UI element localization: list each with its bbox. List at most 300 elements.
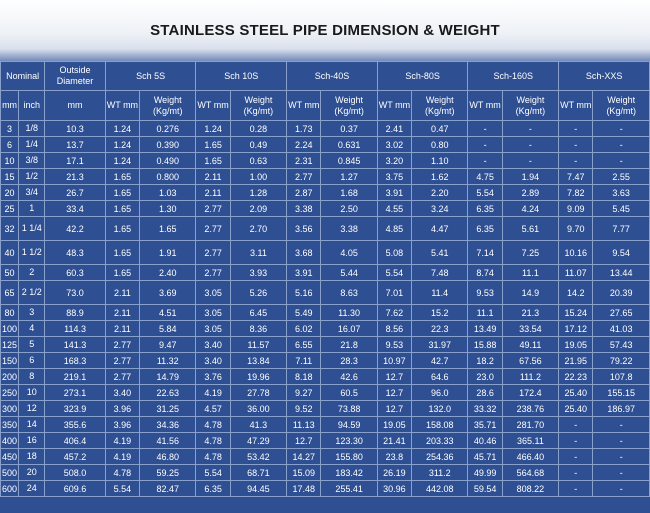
table-cell: 3.56: [287, 217, 321, 241]
table-cell: -: [559, 449, 593, 465]
table-cell: 65: [1, 281, 19, 305]
header-sch-40s: Sch-40S: [287, 62, 378, 91]
table-cell: 808.22: [502, 481, 558, 497]
table-cell: 311.2: [412, 465, 468, 481]
table-cell: 183.42: [321, 465, 377, 481]
table-cell: 26.7: [45, 185, 105, 201]
table-cell: 219.1: [45, 369, 105, 385]
header-sch-5s: Sch 5S: [105, 62, 196, 91]
table-cell: 2.89: [502, 185, 558, 201]
table-cell: 0.845: [321, 153, 377, 169]
table-cell: 11.4: [412, 281, 468, 305]
table-cell: 9.27: [287, 385, 321, 401]
table-cell: -: [502, 137, 558, 153]
table-cell: 200: [1, 369, 19, 385]
table-cell: 20.39: [593, 281, 650, 305]
table-cell: 5.08: [377, 241, 411, 265]
table-row: [1, 449, 650, 465]
table-cell: 33.32: [468, 401, 502, 417]
header-wt: WT mm: [468, 91, 502, 121]
table-cell: 1.65: [105, 185, 139, 201]
header-weight: Weight (Kg/mt): [593, 91, 650, 121]
table-cell: 14.79: [140, 369, 196, 385]
page-title: STAINLESS STEEL PIPE DIMENSION & WEIGHT: [150, 22, 500, 39]
table-cell: 0.63: [230, 153, 286, 169]
table-cell: 4.24: [502, 201, 558, 217]
table-cell: 450: [1, 449, 19, 465]
table-cell: 22.23: [559, 369, 593, 385]
table-cell: 4.19: [105, 433, 139, 449]
table-cell: 168.3: [45, 353, 105, 369]
table-cell: 1.62: [412, 169, 468, 185]
table-cell: 3.63: [593, 185, 650, 201]
table-cell: 3.05: [196, 281, 230, 305]
table-cell: 123.30: [321, 433, 377, 449]
table-cell: 6.35: [196, 481, 230, 497]
table-cell: 31.97: [412, 337, 468, 353]
table-cell: -: [593, 433, 650, 449]
table-cell: 5.16: [287, 281, 321, 305]
table-cell: 9.53: [377, 337, 411, 353]
table-cell: 16.07: [321, 321, 377, 337]
table-row: [1, 153, 650, 169]
table-cell: 3.40: [105, 385, 139, 401]
table-cell: 3.11: [230, 241, 286, 265]
table-cell: 609.6: [45, 481, 105, 497]
table-cell: 1.73: [287, 121, 321, 137]
table-cell-inch: 8: [19, 369, 45, 385]
table-cell: 11.07: [559, 265, 593, 281]
table-cell: 3.96: [105, 417, 139, 433]
header-sch-xxs: Sch-XXS: [559, 62, 650, 91]
header-weight: Weight (Kg/mt): [140, 91, 196, 121]
header-weight: Weight (Kg/mt): [230, 91, 286, 121]
table-cell: 82.47: [140, 481, 196, 497]
table-cell: 7.01: [377, 281, 411, 305]
table-row: [1, 137, 650, 153]
table-cell: 0.490: [140, 153, 196, 169]
table-cell: 1.65: [105, 201, 139, 217]
table-cell: 15.2: [412, 305, 468, 321]
table-cell: 5.49: [287, 305, 321, 321]
table-cell: -: [593, 137, 650, 153]
table-cell: 7.47: [559, 169, 593, 185]
table-cell: 7.48: [412, 265, 468, 281]
table-cell: 94.59: [321, 417, 377, 433]
table-cell-inch: 16: [19, 433, 45, 449]
table-cell: 21.3: [502, 305, 558, 321]
table-cell: 5.41: [412, 241, 468, 265]
table-cell-inch: 14: [19, 417, 45, 433]
table-cell: 4.47: [412, 217, 468, 241]
table-cell: 1.65: [140, 217, 196, 241]
table-cell: 14.9: [502, 281, 558, 305]
table-cell-inch: 3/4: [19, 185, 45, 201]
table-cell-inch: 1/8: [19, 121, 45, 137]
table-cell: 1.65: [196, 137, 230, 153]
table-cell: 442.08: [412, 481, 468, 497]
table-cell-inch: 10: [19, 385, 45, 401]
table-cell: -: [559, 417, 593, 433]
table-cell: 2.77: [196, 265, 230, 281]
table-cell: 21.8: [321, 337, 377, 353]
table-cell: 60.5: [321, 385, 377, 401]
table-cell: 9.70: [559, 217, 593, 241]
table-cell: 6.55: [287, 337, 321, 353]
table-cell: 11.32: [140, 353, 196, 369]
table-cell: 31.25: [140, 401, 196, 417]
table-cell: 22.3: [412, 321, 468, 337]
table-cell: 6: [1, 137, 19, 153]
table-cell: -: [559, 121, 593, 137]
table-cell: 1.24: [105, 137, 139, 153]
table-cell: 255.41: [321, 481, 377, 497]
table-cell: 36.00: [230, 401, 286, 417]
table-cell: 4.19: [105, 449, 139, 465]
table-cell: 6.35: [468, 217, 502, 241]
table-cell: 2.11: [105, 321, 139, 337]
header-row-groups: [1, 62, 650, 91]
table-cell: 155.15: [593, 385, 650, 401]
header-nominal-inch: inch: [19, 91, 45, 121]
table-cell: 40.46: [468, 433, 502, 449]
table-cell: 107.8: [593, 369, 650, 385]
table-row: [1, 481, 650, 497]
table-cell: 132.0: [412, 401, 468, 417]
table-cell: 203.33: [412, 433, 468, 449]
table-cell: 1.65: [105, 169, 139, 185]
table-cell: 4.05: [321, 241, 377, 265]
table-row: [1, 305, 650, 321]
table-cell: 2.77: [196, 201, 230, 217]
table-cell: 13.44: [593, 265, 650, 281]
table-cell-inch: 18: [19, 449, 45, 465]
table-cell: 1.27: [321, 169, 377, 185]
table-row: [1, 121, 650, 137]
table-cell: 600: [1, 481, 19, 497]
table-cell: 15.24: [559, 305, 593, 321]
table-cell: 1.65: [105, 241, 139, 265]
table-cell: -: [593, 417, 650, 433]
table-cell: 3.02: [377, 137, 411, 153]
table-cell: 67.56: [502, 353, 558, 369]
table-cell: 32: [1, 217, 19, 241]
table-cell: 59.25: [140, 465, 196, 481]
table-cell: 14.2: [559, 281, 593, 305]
table-cell: 1.65: [105, 217, 139, 241]
table-cell: 6.45: [230, 305, 286, 321]
table-row: [1, 465, 650, 481]
table-cell: 6.35: [468, 201, 502, 217]
table-cell: 41.56: [140, 433, 196, 449]
table-cell: 17.48: [287, 481, 321, 497]
table-cell: 30.96: [377, 481, 411, 497]
table-cell: 125: [1, 337, 19, 353]
header-wt: WT mm: [287, 91, 321, 121]
table-row: [1, 217, 650, 241]
table-cell: 53.42: [230, 449, 286, 465]
table-cell: 2.50: [321, 201, 377, 217]
table-cell: 12.7: [377, 385, 411, 401]
table-cell: 114.3: [45, 321, 105, 337]
table-cell: 3.40: [196, 337, 230, 353]
table-cell: 15.09: [287, 465, 321, 481]
table-cell: 17.1: [45, 153, 105, 169]
header-nominal: Nominal: [1, 62, 45, 91]
table-cell: 3.05: [196, 321, 230, 337]
table-cell: -: [502, 121, 558, 137]
table-cell: 1.24: [105, 153, 139, 169]
header-wt: WT mm: [377, 91, 411, 121]
table-cell: 2.20: [412, 185, 468, 201]
table-cell: 41.3: [230, 417, 286, 433]
table-cell: 3.40: [196, 353, 230, 369]
table-cell: 12.7: [287, 433, 321, 449]
table-cell: 250: [1, 385, 19, 401]
table-cell: 35.71: [468, 417, 502, 433]
header-row-units: [1, 91, 650, 121]
table-body: [1, 121, 650, 497]
table-cell: 14.27: [287, 449, 321, 465]
table-cell: 21.3: [45, 169, 105, 185]
table-cell: 60.3: [45, 265, 105, 281]
table-row: [1, 169, 650, 185]
table-cell: 111.2: [502, 369, 558, 385]
table-cell: -: [502, 153, 558, 169]
table-cell: 59.54: [468, 481, 502, 497]
table-cell: 4.19: [196, 385, 230, 401]
table-cell: 466.40: [502, 449, 558, 465]
header-weight: Weight (Kg/mt): [412, 91, 468, 121]
table-cell: 49.11: [502, 337, 558, 353]
table-cell: 15: [1, 169, 19, 185]
table-cell: -: [559, 481, 593, 497]
table-cell: 88.9: [45, 305, 105, 321]
table-cell: -: [559, 153, 593, 169]
table-cell: 2.09: [230, 201, 286, 217]
table-cell: 508.0: [45, 465, 105, 481]
table-cell: 1.65: [105, 265, 139, 281]
table-cell: 5.26: [230, 281, 286, 305]
table-cell: 400: [1, 433, 19, 449]
table-row: [1, 401, 650, 417]
table-cell: 21.41: [377, 433, 411, 449]
table-cell: 9.09: [559, 201, 593, 217]
table-cell: 172.4: [502, 385, 558, 401]
table-row: [1, 353, 650, 369]
table-cell: 5.54: [377, 265, 411, 281]
table-cell: -: [593, 121, 650, 137]
table-cell-inch: 5: [19, 337, 45, 353]
table-cell: 11.1: [502, 265, 558, 281]
table-cell: 64.6: [412, 369, 468, 385]
table-cell: 50: [1, 265, 19, 281]
table-cell: 365.11: [502, 433, 558, 449]
table-cell: 273.1: [45, 385, 105, 401]
table-cell-inch: 2 1/2: [19, 281, 45, 305]
header-wt: WT mm: [105, 91, 139, 121]
table-cell: 2.77: [105, 337, 139, 353]
table-cell: 2.55: [593, 169, 650, 185]
table-cell: 7.11: [287, 353, 321, 369]
table-cell: 28.6: [468, 385, 502, 401]
table-cell: 3.96: [105, 401, 139, 417]
table-cell: 9.47: [140, 337, 196, 353]
table-cell: 19.05: [559, 337, 593, 353]
table-cell: 155.80: [321, 449, 377, 465]
table-cell: 3: [1, 121, 19, 137]
table-cell: 4.78: [196, 417, 230, 433]
table-cell: 22.63: [140, 385, 196, 401]
table-cell: 41.03: [593, 321, 650, 337]
table-cell: 2.87: [287, 185, 321, 201]
table-cell: 15.88: [468, 337, 502, 353]
table-row: [1, 321, 650, 337]
table-cell: 7.14: [468, 241, 502, 265]
table-row: [1, 265, 650, 281]
table-cell: 19.96: [230, 369, 286, 385]
table-row: [1, 369, 650, 385]
table-cell: -: [468, 137, 502, 153]
table-cell: 0.47: [412, 121, 468, 137]
table-cell: 2.11: [196, 169, 230, 185]
table-cell: 68.71: [230, 465, 286, 481]
table-cell: 80: [1, 305, 19, 321]
table-cell: 42.7: [412, 353, 468, 369]
table-cell: 48.3: [45, 241, 105, 265]
table-cell-inch: 1: [19, 201, 45, 217]
table-cell: 141.3: [45, 337, 105, 353]
table-cell: 457.2: [45, 449, 105, 465]
table-cell: 238.76: [502, 401, 558, 417]
table-cell: 0.49: [230, 137, 286, 153]
table-cell: 21.95: [559, 353, 593, 369]
table-row: [1, 417, 650, 433]
table-cell-inch: 1 1/2: [19, 241, 45, 265]
header-weight: Weight (Kg/mt): [502, 91, 558, 121]
table-cell-inch: 3/8: [19, 153, 45, 169]
table-cell: 1.10: [412, 153, 468, 169]
table-cell: 1.28: [230, 185, 286, 201]
table-cell: 33.54: [502, 321, 558, 337]
table-cell: 33.4: [45, 201, 105, 217]
table-cell: 8.18: [287, 369, 321, 385]
table-cell: 5.45: [593, 201, 650, 217]
table-cell: 2.11: [196, 185, 230, 201]
table-cell: 323.9: [45, 401, 105, 417]
table-cell: 1.24: [196, 121, 230, 137]
table-cell: 11.30: [321, 305, 377, 321]
table-cell: 3.20: [377, 153, 411, 169]
table-cell: 9.53: [468, 281, 502, 305]
table-cell: 12.7: [377, 401, 411, 417]
table-cell: 1.94: [502, 169, 558, 185]
table-cell: 18.2: [468, 353, 502, 369]
table-cell-inch: 2: [19, 265, 45, 281]
table-cell: 8.56: [377, 321, 411, 337]
table-cell: 5.54: [468, 185, 502, 201]
table-cell: 25.40: [559, 401, 593, 417]
table-cell: 73.0: [45, 281, 105, 305]
header-nominal-mm: mm: [1, 91, 19, 121]
table-cell: 281.70: [502, 417, 558, 433]
table-cell: -: [559, 465, 593, 481]
table-cell: 2.77: [196, 217, 230, 241]
table-cell: 28.3: [321, 353, 377, 369]
header-sch-10s: Sch 10S: [196, 62, 287, 91]
header-sch-80s: Sch-80S: [377, 62, 468, 91]
table-cell: 57.43: [593, 337, 650, 353]
table-cell: 2.77: [105, 369, 139, 385]
table-cell: 564.68: [502, 465, 558, 481]
table-cell: 0.37: [321, 121, 377, 137]
table-cell: 5.44: [321, 265, 377, 281]
table-cell: 1.68: [321, 185, 377, 201]
table-cell: 4.57: [196, 401, 230, 417]
table-cell: 8.63: [321, 281, 377, 305]
table-cell: 13.7: [45, 137, 105, 153]
table-cell: 4.78: [196, 433, 230, 449]
table-cell: 13.49: [468, 321, 502, 337]
table-cell: 4.78: [105, 465, 139, 481]
table-cell: 2.41: [377, 121, 411, 137]
table-cell: 42.2: [45, 217, 105, 241]
table-cell: 23.8: [377, 449, 411, 465]
table-cell: 1.00: [230, 169, 286, 185]
table-cell: 10: [1, 153, 19, 169]
table-cell: 0.276: [140, 121, 196, 137]
table-cell: 2.40: [140, 265, 196, 281]
table-cell: 27.78: [230, 385, 286, 401]
table-cell: 3.75: [377, 169, 411, 185]
table-cell: 3.68: [287, 241, 321, 265]
table-cell: 2.70: [230, 217, 286, 241]
table-cell: 11.13: [287, 417, 321, 433]
table-cell: 27.65: [593, 305, 650, 321]
table-cell-inch: 1/4: [19, 137, 45, 153]
table-cell: 73.88: [321, 401, 377, 417]
table-cell-inch: 1/2: [19, 169, 45, 185]
table-cell: -: [593, 153, 650, 169]
table-cell: 5.61: [502, 217, 558, 241]
table-cell: 3.38: [321, 217, 377, 241]
table-cell: -: [593, 449, 650, 465]
table-cell: 40: [1, 241, 19, 265]
table-cell: 158.08: [412, 417, 468, 433]
table-cell: 5.54: [196, 465, 230, 481]
table-cell: 100: [1, 321, 19, 337]
table-cell: 25: [1, 201, 19, 217]
table-row: [1, 337, 650, 353]
table-cell: 1.91: [140, 241, 196, 265]
table-cell: 8.36: [230, 321, 286, 337]
table-cell: 2.24: [287, 137, 321, 153]
table-cell: 11.57: [230, 337, 286, 353]
table-cell: 186.97: [593, 401, 650, 417]
table-cell: 9.52: [287, 401, 321, 417]
table-row: [1, 385, 650, 401]
table-cell: 4.75: [468, 169, 502, 185]
table-cell: 26.19: [377, 465, 411, 481]
header-od-mm: mm: [45, 91, 105, 121]
table-cell: 8.74: [468, 265, 502, 281]
table-cell: -: [593, 481, 650, 497]
table-cell: 2.11: [105, 305, 139, 321]
table-cell: 355.6: [45, 417, 105, 433]
table-cell: 3.38: [287, 201, 321, 217]
table-cell: 94.45: [230, 481, 286, 497]
table-cell-inch: 4: [19, 321, 45, 337]
